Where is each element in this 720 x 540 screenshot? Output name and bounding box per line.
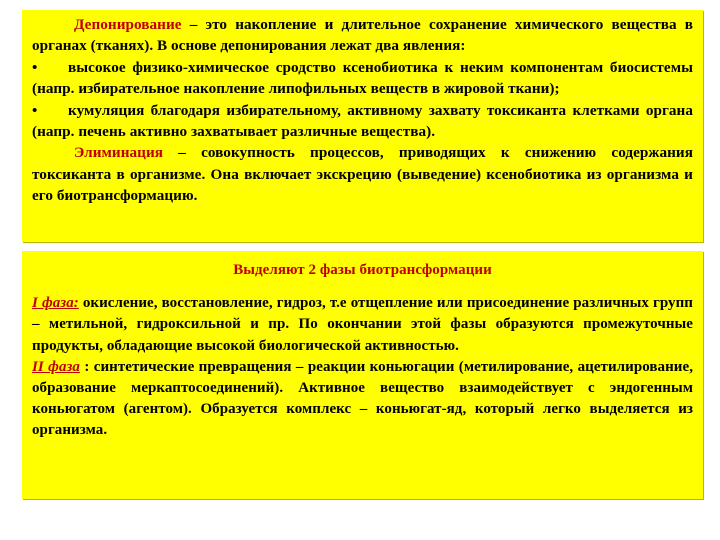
phase-2-paragraph [32,357,693,442]
bullet-text-affinity: высокое физико-химическое сродство ксенобиотика к неким компонентам биосистемы (напр. избирательное накопление липофильных веществ в жировой ткани); [32,58,693,98]
phases-title: Выделяют 2 фазы биотрансформации [233,262,492,278]
bullet-item-affinity [32,57,693,100]
bullet-text-cumulation: кумуляция благодаря избирательному, активному захвату токсиканта клетками органа (напр. печень активно захватывает различные вещества). [32,101,693,141]
elimination-paragraph [32,142,693,206]
deposition-definition: – это накопление и длительное сохранение химического вещества в органах (тканях). В основе депонирования лежат два явления: [32,16,693,55]
phase-1-label: I фаза: [32,295,79,312]
deposition-term: Депонирование [74,16,182,33]
deposition-paragraph [32,14,693,57]
bullet-icon: • [32,58,38,76]
bullet-item-cumulation [32,100,693,143]
elimination-definition: – совокупность процессов, приводящих к снижению содержания токсиканта в организме. Она включает экскрецию (выведение) ксенобиотика из организма и его биотрансформацию. [32,144,693,205]
biotransformation-text-box [22,251,703,499]
phase-2-text: : синтетические превращения – реакции коньюгации (метилирование, ацетилирование, образование меркаптосоединений). Активное вещество взаимодействует с эндогенным коньюгатом (агентом). Образуется комплекс – коньюгат-яд, который легко выделяется из организма. [32,358,693,439]
phase-1-paragraph [32,293,693,357]
bullet-icon: • [32,101,38,119]
elimination-term: Элиминация [74,144,164,162]
phase-1-text: окисление, восстановление, гидроз, т.е отщепление или присоединение различных групп – метильной, гидроксильной и пр. По окончании этой фазы образуются промежуточные продукты, обладающие высокой биологической активностью. [32,295,693,354]
phase-2-label: II фаза [32,358,80,375]
deposition-text-box [22,10,703,242]
